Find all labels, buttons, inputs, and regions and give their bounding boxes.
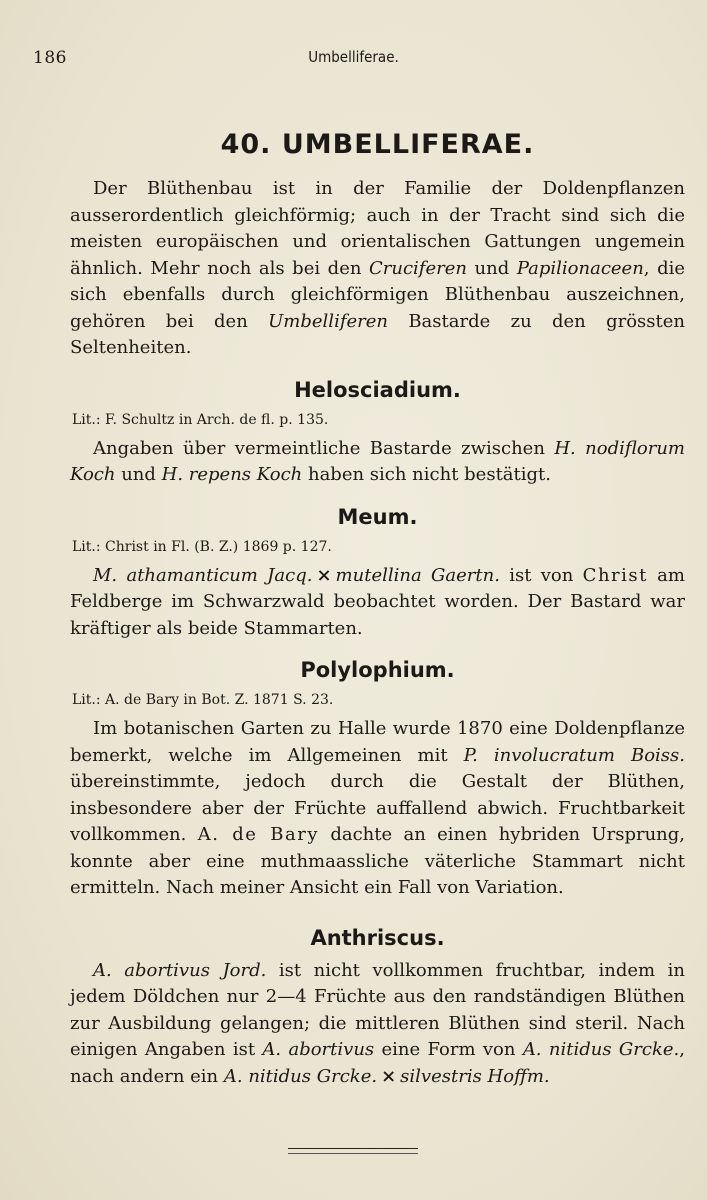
text-run: ist nicht vollkommen fruchtbar, indem in jedem Döldchen nur 2—4 Früchte aus den randständigen Blüthen zur Ausbildung gelangen; die mittleren Blüthen sind steril. Nach einigen Angaben ist — [70, 959, 685, 1060]
end-rule — [288, 1148, 418, 1149]
text-run: und — [466, 257, 517, 279]
text-run: Angaben über vermeintliche Bastarde zwischen — [93, 437, 555, 459]
section-paragraph — [70, 436, 685, 489]
lit-label: Lit.: — [72, 538, 101, 555]
hybrid-cross-symbol: × — [381, 1065, 397, 1087]
hybrid-cross-symbol: × — [316, 564, 332, 586]
literature-reference — [72, 410, 685, 430]
literature-reference — [72, 537, 685, 557]
taxon-name: P. involucratum Boiss. — [463, 744, 686, 766]
text-run: Bastarde zu den grössten Seltenheiten. — [70, 310, 685, 358]
author-name: A. de Bary — [197, 824, 319, 845]
text-run: dachte an einen hybriden Ursprung, konnte aber eine muthmaassliche väterliche Stammart nicht ermitteln. Nach meiner Ansicht ein Fall von Variation. — [70, 824, 686, 898]
page-number: 186 — [33, 48, 67, 68]
text-run: , die sich ebenfalls durch gleichförmigen Blüthenbau auszeichnen, gehören bei den — [70, 257, 686, 332]
text-run: haben sich nicht bestätigt. — [302, 464, 551, 485]
text-run: , nach andern ein — [70, 1039, 685, 1087]
running-head: Umbelliferae. — [308, 48, 399, 66]
author-name: Christ — [582, 564, 648, 586]
taxon-name: A. nitidus Grcke. — [522, 1039, 680, 1060]
text-run: übereinstimmte, jedoch durch die Gestalt der Blüthen, insbesondere aber der Früchte auffallend abwich. Fruchtbarkeit vollkommen. — [70, 771, 685, 845]
section-title-helosciadium: Helosciadium. — [294, 377, 461, 402]
section-paragraph — [70, 716, 685, 902]
lit-label: Lit.: — [72, 411, 101, 428]
lit-text: A. de Bary in Bot. Z. 1871 S. 23. — [100, 692, 334, 708]
section-title-anthriscus: Anthriscus. — [310, 925, 445, 950]
section-paragraph — [70, 563, 685, 643]
taxon-name: mutellina Gaertn. — [335, 564, 500, 586]
section-paragraph — [70, 958, 685, 1091]
text-run: Der Blüthenbau ist in der Familie der Doldenpflanzen ausserordentlich gleichförmig; auch in der Tracht sind sich die meisten europäischen und orientalischen Gattungen ungemein ähnlich. Mehr noch als bei den — [70, 178, 685, 279]
text-run: Im botanischen Garten zu Halle wurde 1870 eine Doldenpflanze bemerkt, welche im Allgemeinen mit — [70, 718, 685, 766]
text-run: ist von — [499, 564, 583, 586]
literature-reference — [72, 690, 685, 710]
taxon-name: H. nodiflorum Koch — [70, 437, 685, 485]
taxon-name: Umbelliferen — [268, 310, 388, 332]
taxon-name: A. nitidus Grcke. — [223, 1065, 378, 1087]
taxon-name: Cruciferen — [369, 257, 467, 279]
text-run: am Feldberge im Schwarzwald beobachtet worden. Der Bastard war kräftiger als beide Stammarten. — [70, 564, 685, 639]
taxon-name: silvestris Hoffm. — [400, 1065, 550, 1087]
text-run: und — [115, 464, 162, 485]
taxon-name: A. abortivus Jord. — [93, 959, 267, 981]
end-rule-thin — [288, 1153, 418, 1154]
lit-label: Lit.: — [72, 692, 101, 708]
taxon-name: H. repens Koch — [161, 464, 303, 485]
taxon-name: A. abortivus — [262, 1039, 375, 1060]
chapter-intro-paragraph — [70, 176, 685, 362]
section-title-polylophium: Polylophium. — [300, 658, 455, 682]
chapter-title: 40. UMBELLIFERAE. — [220, 129, 535, 160]
lit-text: F. Schultz in Arch. de fl. p. 135. — [100, 411, 329, 428]
page-content — [70, 128, 685, 1090]
text-run: eine Form von — [374, 1039, 523, 1060]
section-title-meum: Meum. — [337, 504, 418, 529]
taxon-name: M. athamanticum Jacq. — [93, 564, 313, 586]
taxon-name: Papilionaceen — [516, 257, 644, 279]
lit-text: Christ in Fl. (B. Z.) 1869 p. 127. — [100, 538, 332, 555]
